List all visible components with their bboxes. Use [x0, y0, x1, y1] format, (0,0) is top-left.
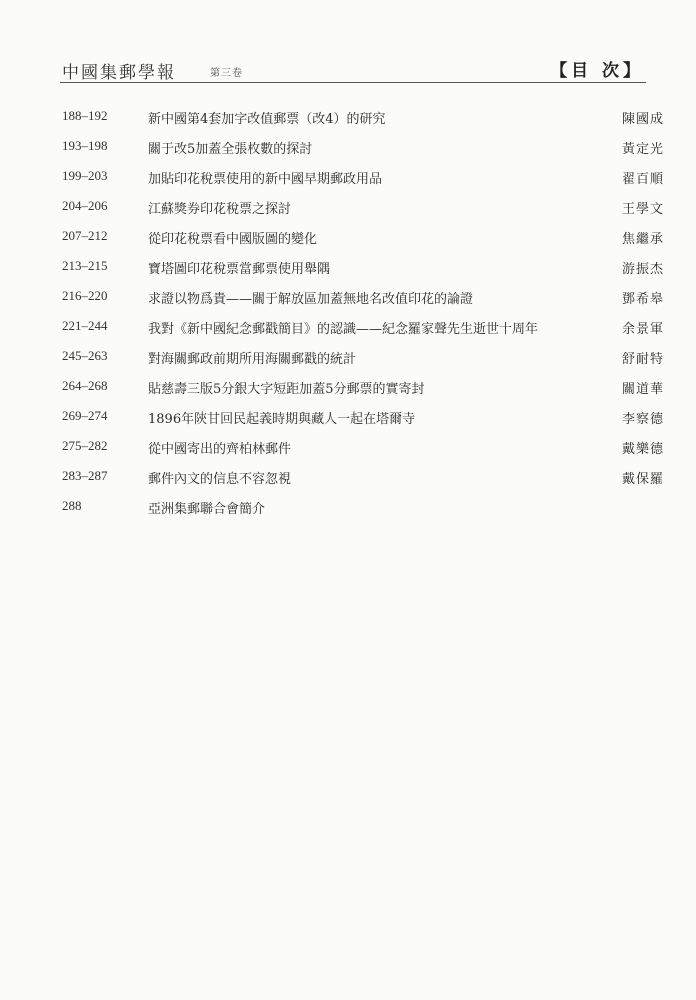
toc-article-title: 亞洲集郵聯合會簡介: [148, 502, 266, 517]
toc-author: 游振杰: [621, 262, 664, 277]
toc-page-range: 193–198: [62, 138, 108, 153]
toc-page-range: 204–206: [62, 198, 108, 213]
section-title: 【目 次】: [550, 61, 644, 81]
toc-article-title: 郵件內文的信息不容忽視: [148, 472, 292, 487]
toc-page-range: 216–220: [62, 288, 108, 303]
toc-entry[interactable]: [0, 108, 696, 138]
toc-author: 余景軍: [621, 322, 664, 337]
toc-author: 鄧希皋: [621, 292, 664, 307]
toc-article-title: 加貼印花稅票使用的新中國早期郵政用品: [148, 172, 383, 187]
toc-page-range: 199–203: [62, 168, 108, 183]
toc-article-title: 關于改5加蓋全張枚數的探討: [148, 142, 313, 157]
table-of-contents: [0, 108, 696, 528]
toc-author: 舒耐特: [621, 352, 664, 367]
toc-article-title: 貼慈壽三版5分銀大字短距加蓋5分郵票的實寄封: [148, 382, 425, 397]
toc-entry[interactable]: [0, 378, 696, 408]
toc-page-range: 221–244: [62, 318, 108, 333]
toc-article-title: 寶塔圖印花稅票當郵票使用舉隅: [148, 262, 331, 277]
toc-entry[interactable]: [0, 408, 696, 438]
toc-author: 焦繼承: [621, 232, 664, 247]
toc-page-range: 283–287: [62, 468, 108, 483]
toc-page-range: 207–212: [62, 228, 108, 243]
toc-article-title: 對海關郵政前期所用海關郵戳的統計: [148, 352, 357, 367]
toc-article-title: 求證以物爲貴——關于解放區加蓋無地名改值印花的論證: [148, 292, 474, 307]
toc-entry[interactable]: [0, 348, 696, 378]
toc-page-range: 245–263: [62, 348, 108, 363]
toc-page-range: 269–274: [62, 408, 108, 423]
page-header: [60, 54, 646, 83]
toc-article-title: 新中國第4套加字改值郵票（改4）的研究: [148, 112, 386, 127]
toc-entry[interactable]: [0, 258, 696, 288]
toc-page-range: 275–282: [62, 438, 108, 453]
toc-entry[interactable]: [0, 318, 696, 348]
toc-author: 黃定光: [621, 142, 664, 157]
toc-entry[interactable]: [0, 498, 696, 528]
toc-article-title: 江蘇獎券印花稅票之探討: [148, 202, 292, 217]
toc-entry[interactable]: [0, 228, 696, 258]
toc-author: 戴樂德: [621, 442, 664, 457]
toc-author: 陳國成: [621, 112, 664, 127]
toc-author: 戴保羅: [621, 472, 664, 487]
toc-entry[interactable]: [0, 198, 696, 228]
toc-page-range: 213–215: [62, 258, 108, 273]
toc-entry[interactable]: [0, 438, 696, 468]
toc-article-title: 從印花稅票看中國版圖的變化: [148, 232, 318, 247]
toc-article-title: 1896年陝甘回民起義時期與藏人一起在塔爾寺: [148, 412, 416, 427]
toc-entry[interactable]: [0, 138, 696, 168]
toc-entry[interactable]: [0, 288, 696, 318]
toc-author: 李察德: [621, 412, 664, 427]
toc-author: 翟百順: [621, 172, 664, 187]
toc-entry[interactable]: [0, 468, 696, 498]
toc-article-title: 我對《新中國紀念郵戳簡目》的認識——紀念羅家聲先生逝世十周年: [148, 322, 539, 337]
toc-article-title: 從中國寄出的齊柏林郵件: [148, 442, 292, 457]
journal-title: 中國集郵學報: [62, 63, 176, 83]
volume-label: 第三卷: [210, 68, 243, 79]
toc-author: 王學文: [621, 202, 664, 217]
toc-page-range: 288: [62, 498, 82, 513]
toc-page-range: 264–268: [62, 378, 108, 393]
toc-author: 關道華: [621, 382, 664, 397]
toc-page-range: 188–192: [62, 108, 108, 123]
toc-entry[interactable]: [0, 168, 696, 198]
